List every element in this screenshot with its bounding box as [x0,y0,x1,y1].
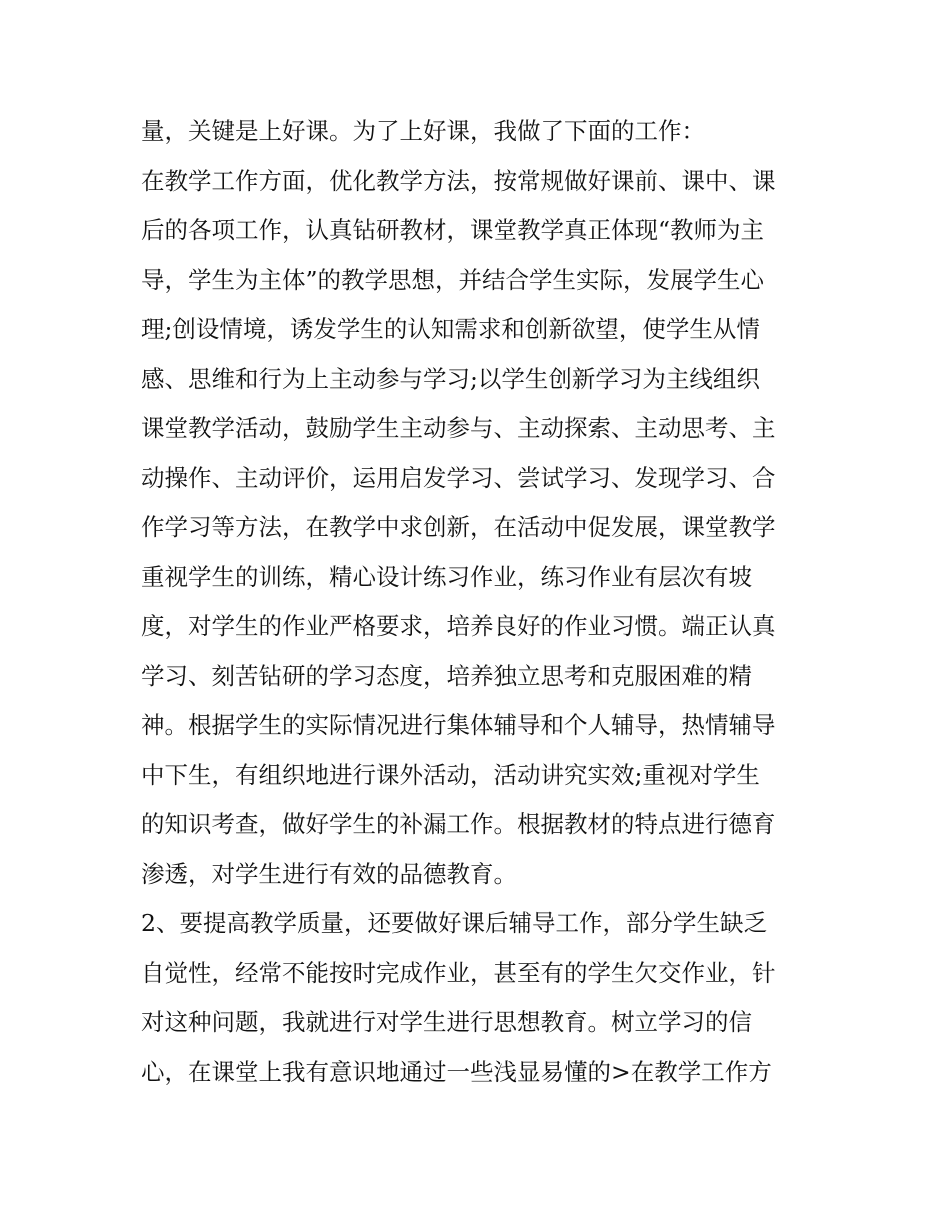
text-line: 导，学生为主体”的教学思想，并结合学生实际，发展学生心 [141,265,765,294]
text-line: 对这种问题，我就进行对学生进行思想教育。树立学习的信 [141,1008,752,1036]
text-line: 心，在课堂上我有意识地通过一些浅显易懂的>在教学工作方 [141,1057,772,1086]
text-line: 自觉性，经常不能按时完成作业，甚至有的学生欠交作业，针 [141,958,776,987]
body-text [141,107,821,1097]
text-line: 重视学生的训练，精心设计练习作业，练习作业有层次有坡 [141,562,752,591]
text-line: 学习、刻苦钻研的学习态度，培养独立思考和克服困难的精 [141,661,752,690]
text-line: 的知识考查，做好学生的补漏工作。根据教材的特点进行德育 [141,810,776,838]
text-line: 量，关键是上好课。为了上好课，我做了下面的工作： [141,117,705,145]
text-line: 课堂教学活动，鼓励学生主动参与、主动探索、主动思考、主 [141,414,776,442]
text-line: 在教学工作方面，优化教学方法，按常规做好课前、课中、课 [141,166,776,195]
text-line: 2、要提高教学质量，还要做好课后辅导工作，部分学生缺乏 [141,909,767,937]
text-line: 渗透，对学生进行有效的品德教育。 [141,859,517,888]
text-line: 神。根据学生的实际情况进行集体辅导和个人辅导，热情辅导 [141,711,776,739]
text-line: 作学习等方法，在教学中求创新，在活动中促发展，课堂教学 [141,513,776,541]
text-line: 理;创设情境，诱发学生的认知需求和创新欲望，使学生从情 [141,315,760,343]
text-line: 后的各项工作，认真钻研教材，课堂教学真正体现“教师为主 [141,216,765,244]
text-line: 中下生，有组织地进行课外活动，活动讲究实效;重视对学生 [141,760,760,789]
text-line: 动操作、主动评价，运用启发学习、尝试学习、发现学习、合 [141,463,776,492]
text-line: 感、思维和行为上主动参与学习;以学生创新学习为主线组织 [141,364,760,393]
text-line: 度，对学生的作业严格要求，培养良好的作业习惯。端正认真 [141,612,776,640]
